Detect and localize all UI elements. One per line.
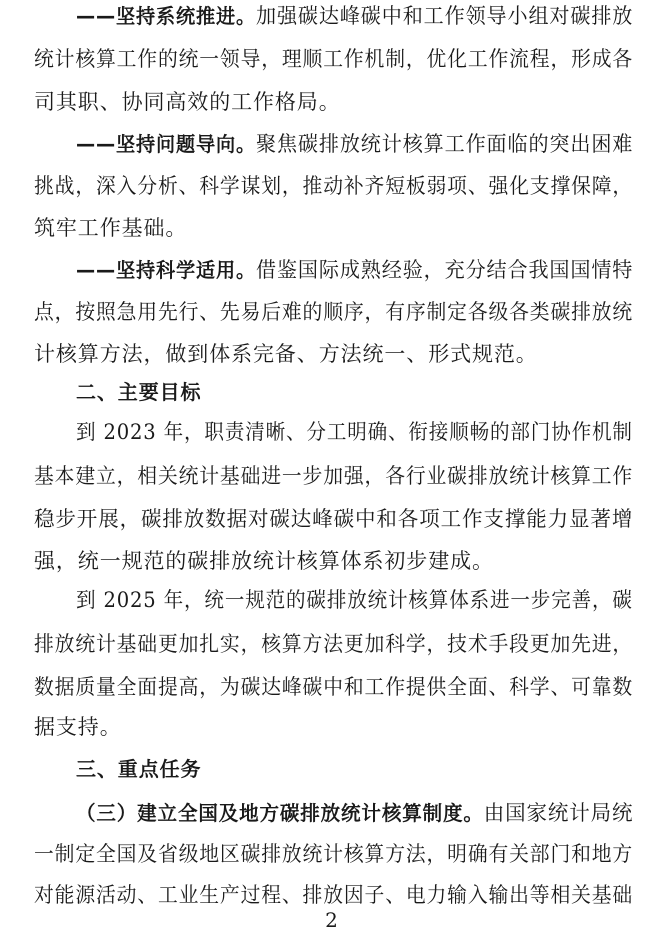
principle-title: ——坚持系统推进。 [76, 4, 257, 28]
paragraph-line: 对能源活动、工业生产过程、排放因子、电力输入输出等相关基础 [34, 883, 634, 907]
paragraph-text: 聚焦碳排放统计核算工作面临的突出困难 [256, 132, 634, 156]
paragraph-line: 到 2023 年，职责清晰、分工明确、衔接顺畅的部门协作机制 [76, 420, 633, 444]
paragraph-line: 强，统一规范的碳排放统计核算体系初步建成。 [34, 549, 494, 573]
paragraph-text: 由国家统计局统 [483, 801, 634, 825]
paragraph-line: 基本建立，相关统计基础进一步加强，各行业碳排放统计核算工作 [34, 464, 634, 488]
paragraph-line: 到 2025 年，统一规范的碳排放统计核算体系进一步完善，碳 [76, 588, 633, 612]
paragraph-line [76, 2, 633, 30]
paragraph-line [76, 130, 633, 158]
paragraph-line: 稳步开展，碳排放数据对碳达峰碳中和各项工作支撑能力显著增 [34, 507, 634, 531]
paragraph-text: 借鉴国际成熟经验，充分结合我国国情特 [256, 258, 634, 282]
paragraph-line: 统计核算工作的统一领导，理顺工作机制，优化工作流程，形成各 [34, 47, 634, 71]
principle-title: ——坚持科学适用。 [76, 258, 257, 282]
section-heading-key-tasks: 三、重点任务 [76, 757, 202, 781]
task-title: （三）建立全国及地方碳排放统计核算制度。 [76, 801, 484, 825]
paragraph-text: 加强碳达峰碳中和工作领导小组对碳排放 [256, 4, 634, 28]
paragraph-line: 筑牢工作基础。 [34, 216, 188, 240]
paragraph-line [76, 799, 633, 827]
paragraph-line: 数据质量全面提高，为碳达峰碳中和工作提供全面、科学、可靠数 [34, 675, 634, 699]
paragraph-line: 司其职、协同高效的工作格局。 [34, 90, 341, 114]
section-heading-main-goals: 二、主要目标 [76, 380, 202, 404]
paragraph-line: 一制定全国及省级地区碳排放统计核算方法，明确有关部门和地方 [34, 842, 634, 866]
page-number: 2 [325, 908, 338, 932]
paragraph-line: 点，按照急用先行、先易后难的顺序，有序制定各级各类碳排放统 [34, 300, 634, 324]
principle-title: ——坚持问题导向。 [76, 132, 257, 156]
paragraph-line [76, 256, 633, 284]
paragraph-line: 计核算方法，做到体系完备、方法统一、形式规范。 [34, 342, 538, 366]
paragraph-line: 据支持。 [34, 715, 122, 739]
paragraph-line: 排放统计基础更加扎实，核算方法更加科学，技术手段更加先进， [34, 632, 634, 656]
paragraph-line: 挑战，深入分析、科学谋划，推动补齐短板弱项、强化支撑保障， [34, 174, 634, 198]
